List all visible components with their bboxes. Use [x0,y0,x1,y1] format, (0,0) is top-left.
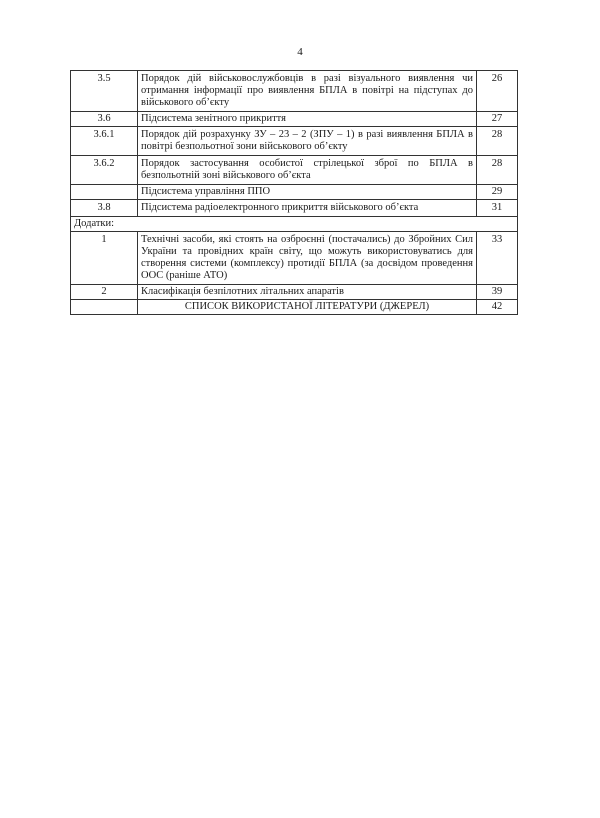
toc-page-number: 31 [477,200,518,217]
toc-row [71,71,518,112]
toc-page-number: 42 [477,300,518,315]
toc-section-title: Порядок застосування особистої стрілецької зброї по БПЛА в безпольотній зоні військового об’єкта [138,156,477,185]
toc-section-title: Порядок дій розрахунку ЗУ – 23 – 2 (ЗПУ – 1) в разі виявлення БПЛА в повітрі безпольотної зони військового об’єкту [138,127,477,156]
toc-row [71,232,518,285]
page-number: 4 [297,46,303,58]
toc-references-title: СПИСОК ВИКОРИСТАНОЇ ЛІТЕРАТУРИ (ДЖЕРЕЛ) [138,300,477,315]
toc-section-title: Порядок дій військовослужбовців в разі візуального виявлення чи отримання інформації про виявлення БПЛА в повітрі на підступах до військового об’єкту [138,71,477,112]
toc-page-number: 28 [477,156,518,185]
toc-row [71,185,518,200]
appendices-label: Додатки: [71,217,518,232]
toc-section-number: 3.6.1 [71,127,138,156]
toc-section-number: 3.6.2 [71,156,138,185]
toc-page-number: 33 [477,232,518,285]
toc-page-number: 28 [477,127,518,156]
toc-section-title: Підсистема радіоелектронного прикриття військового об’єкта [138,200,477,217]
toc-row [71,127,518,156]
toc-appendix-title: Класифікація безпілотних літальних апаратів [138,285,477,300]
toc-section-number [71,185,138,200]
toc-row [71,156,518,185]
toc-section-number: 3.5 [71,71,138,112]
toc-row [71,200,518,217]
toc-appendix-number [71,300,138,315]
table-of-contents [70,70,518,315]
toc-appendix-number: 1 [71,232,138,285]
toc-page-number: 27 [477,112,518,127]
toc-page-number: 29 [477,185,518,200]
toc-section-title: Підсистема управління ППО [138,185,477,200]
toc-page-number: 39 [477,285,518,300]
toc-section-title: Підсистема зенітного прикриття [138,112,477,127]
toc-section-number: 3.8 [71,200,138,217]
toc-row [71,112,518,127]
toc-section-header-row [71,217,518,232]
toc-row [71,285,518,300]
toc-row [71,300,518,315]
toc-page-number: 26 [477,71,518,112]
toc-appendix-number: 2 [71,285,138,300]
toc-appendix-title: Технічні засоби, які стоять на озброєнні (постачались) до Збройних Сил України та провідних країн світу, що можуть використовуватись для створення системи (комплексу) протидії БПЛА (за досвідом проведення ООС (раніше АТО) [138,232,477,285]
toc-section-number: 3.6 [71,112,138,127]
